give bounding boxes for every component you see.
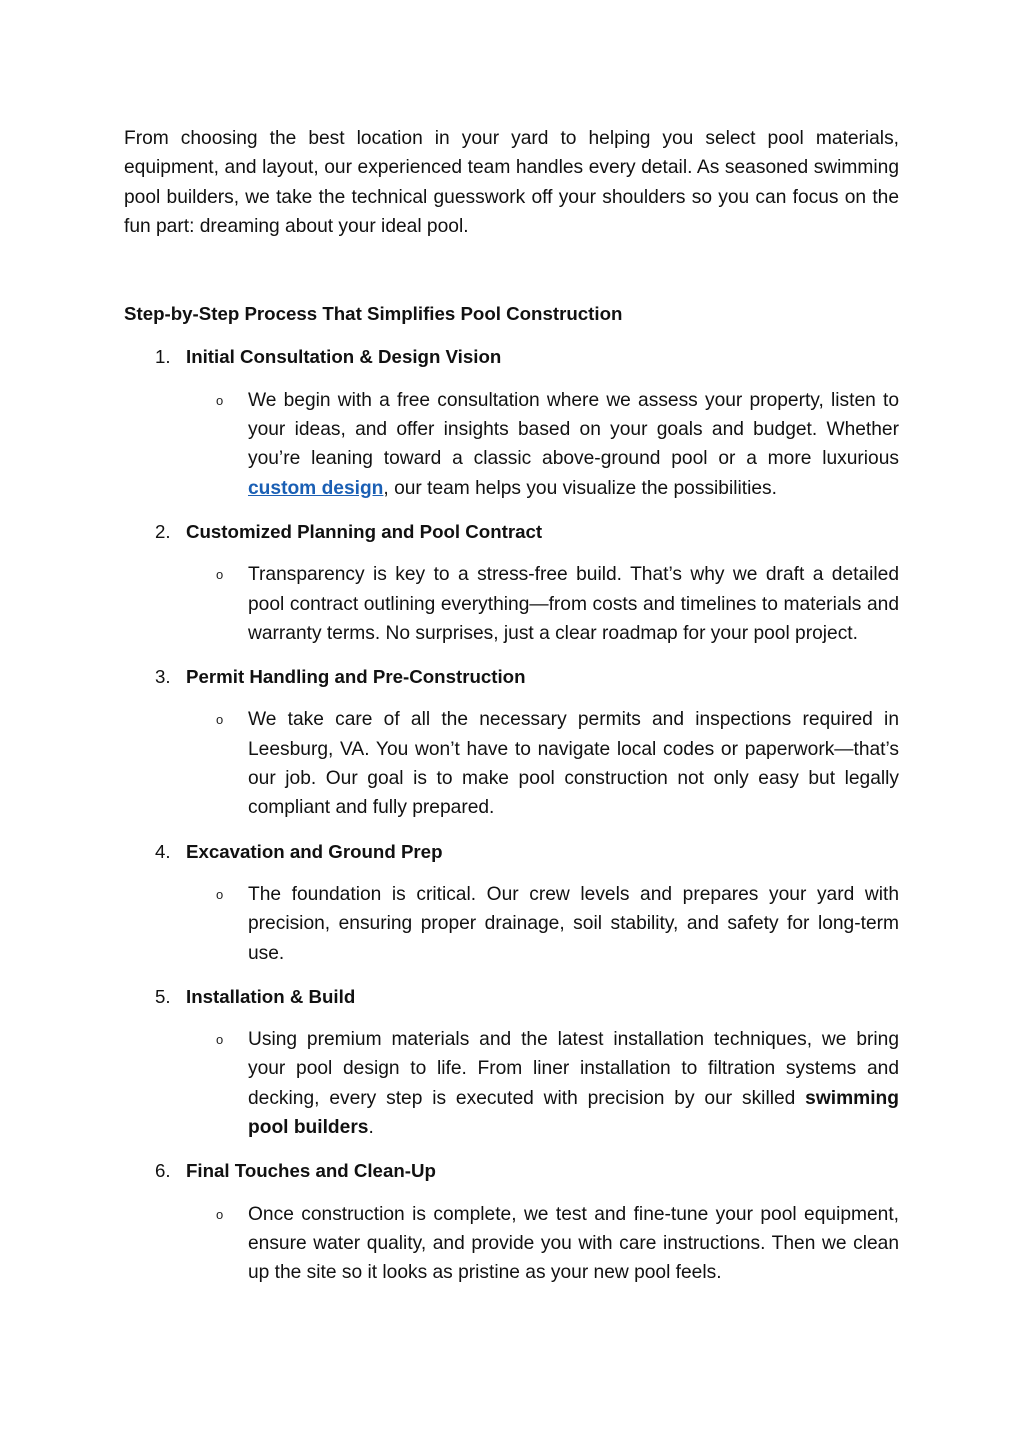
- step-description: Using premium materials and the latest installation techniques, we bring your pool design to life. From liner installation to filtration systems and decking, every step is executed with precision by our skilled swimming pool builders.: [248, 1029, 899, 1139]
- bullet-icon: o: [216, 886, 224, 902]
- step-description: Once construction is complete, we test and fine-tune your pool equipment, ensure water quality, and provide you with care instructions. Then we clean up the site so it looks as pristine as your new pool feels.: [248, 1203, 899, 1284]
- bullet-icon: o: [216, 1032, 224, 1048]
- step-title: Initial Consultation & Design Vision: [186, 346, 502, 368]
- step-item-2: [124, 517, 899, 648]
- step-item-1: [124, 342, 899, 502]
- step-number: 5.: [155, 985, 171, 1007]
- step-number: 4.: [155, 840, 171, 862]
- step-number: 6.: [155, 1160, 171, 1182]
- bullet-icon: o: [216, 1206, 224, 1222]
- step-number: 1.: [155, 346, 171, 368]
- step-number: 2.: [155, 520, 171, 542]
- step-title: Excavation and Ground Prep: [186, 840, 443, 862]
- step-description: The foundation is critical. Our crew levels and prepares your yard with precision, ensuring proper drainage, soil stability, and safety for long-term use.: [248, 883, 899, 964]
- step-item-3: [124, 662, 899, 822]
- bullet-icon: o: [216, 392, 224, 408]
- bullet-icon: o: [216, 712, 224, 728]
- section-title: Step-by-Step Process That Simplifies Pool Construction: [124, 303, 623, 325]
- intro-paragraph: From choosing the best location in your yard to helping you select pool materials, equipment, and layout, our experienced team handles every detail. As seasoned swimming pool builders, we take the technical guesswork off your shoulders so you can focus on the fun part: dreaming about your ideal pool.: [124, 128, 899, 237]
- bullet-icon: o: [216, 567, 224, 583]
- bold-phrase: swimming pool builders: [248, 1087, 899, 1139]
- step-number: 3.: [155, 666, 171, 688]
- step-title: Final Touches and Clean-Up: [186, 1160, 436, 1182]
- custom-design-link[interactable]: custom design: [248, 477, 384, 499]
- step-title: Customized Planning and Pool Contract: [186, 520, 543, 542]
- step-title: Permit Handling and Pre-Construction: [186, 666, 526, 688]
- step-description: We begin with a free consultation where we assess your property, listen to your ideas, and offer insights based on your goals and budget. Whether you’re leaning toward a classic above-ground pool or a more luxurious custom design, our team helps you visualize the possibilities.: [248, 389, 899, 499]
- document-page: [124, 124, 899, 1302]
- step-title: Installation & Build: [186, 985, 356, 1007]
- step-item-5: [124, 982, 899, 1142]
- step-item-6: [124, 1156, 899, 1287]
- step-description: We take care of all the necessary permits and inspections required in Leesburg, VA. You won’t have to navigate local codes or paperwork—that’s our job. Our goal is to make pool construction not only easy but legally compliant and fully prepared.: [248, 709, 899, 819]
- steps-list: [124, 342, 899, 1287]
- step-description: Transparency is key to a stress-free build. That’s why we draft a detailed pool contract outlining everything—from costs and timelines to materials and warranty terms. No surprises, just a clear roadmap for your pool project.: [248, 564, 899, 644]
- step-item-4: [124, 837, 899, 968]
